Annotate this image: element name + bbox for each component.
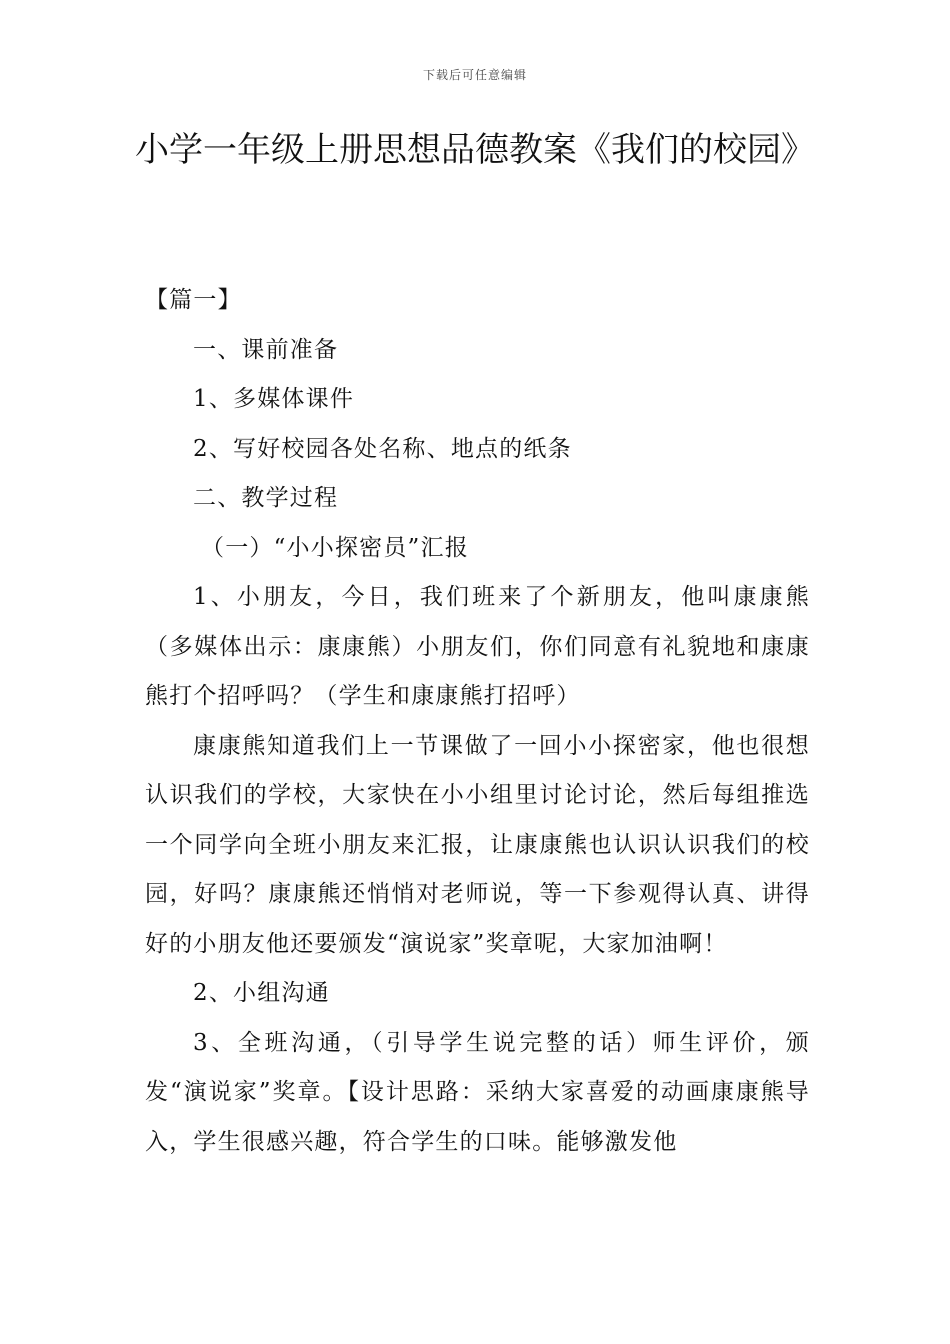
paragraph: 3、全班沟通，（引导学生说完整的话）师生评价，颁发“演说家”奖章。【设计思路：采纳大家喜爱的动画康康熊导入，学生很感兴趣，符合学生的口味。能够激发他 bbox=[145, 1029, 810, 1155]
paragraph: 1、多媒体课件 bbox=[193, 386, 355, 412]
paragraph: 2、小组沟通 bbox=[193, 980, 330, 1006]
paragraph: 一、课前准备 bbox=[193, 336, 339, 363]
paragraph: （一）“小小探密员”汇报 bbox=[201, 534, 469, 561]
paragraph: 2、写好校园各处名称、地点的纸条 bbox=[193, 435, 572, 462]
document-title: 小学一年级上册思想品德教案《我们的校园》 bbox=[135, 130, 815, 170]
paragraph: 二、教学过程 bbox=[193, 485, 339, 511]
paragraph: 1、小朋友，今日，我们班来了个新朋友，他叫康康熊（多媒体出示：康康熊）小朋友们，你们同意有礼貌地和康康熊打个招呼吗？（学生和康康熊打招呼） bbox=[145, 584, 810, 709]
paragraph: 康康熊知道我们上一节课做了一回小小探密家，他也很想认识我们的学校，大家快在小小组里讨论讨论，然后每组推选一个同学向全班小朋友来汇报，让康康熊也认识认识我们的校园，好吗？康康熊还悄悄对老师说，等一下参观得认真、讲得好的小朋友他还要颁发“演说家”奖章呢，大家加油啊！ bbox=[145, 732, 810, 957]
paragraph: 【篇一】 bbox=[145, 287, 242, 313]
document-body bbox=[145, 276, 810, 1167]
header-note: 下载后可任意编辑 bbox=[422, 68, 527, 82]
